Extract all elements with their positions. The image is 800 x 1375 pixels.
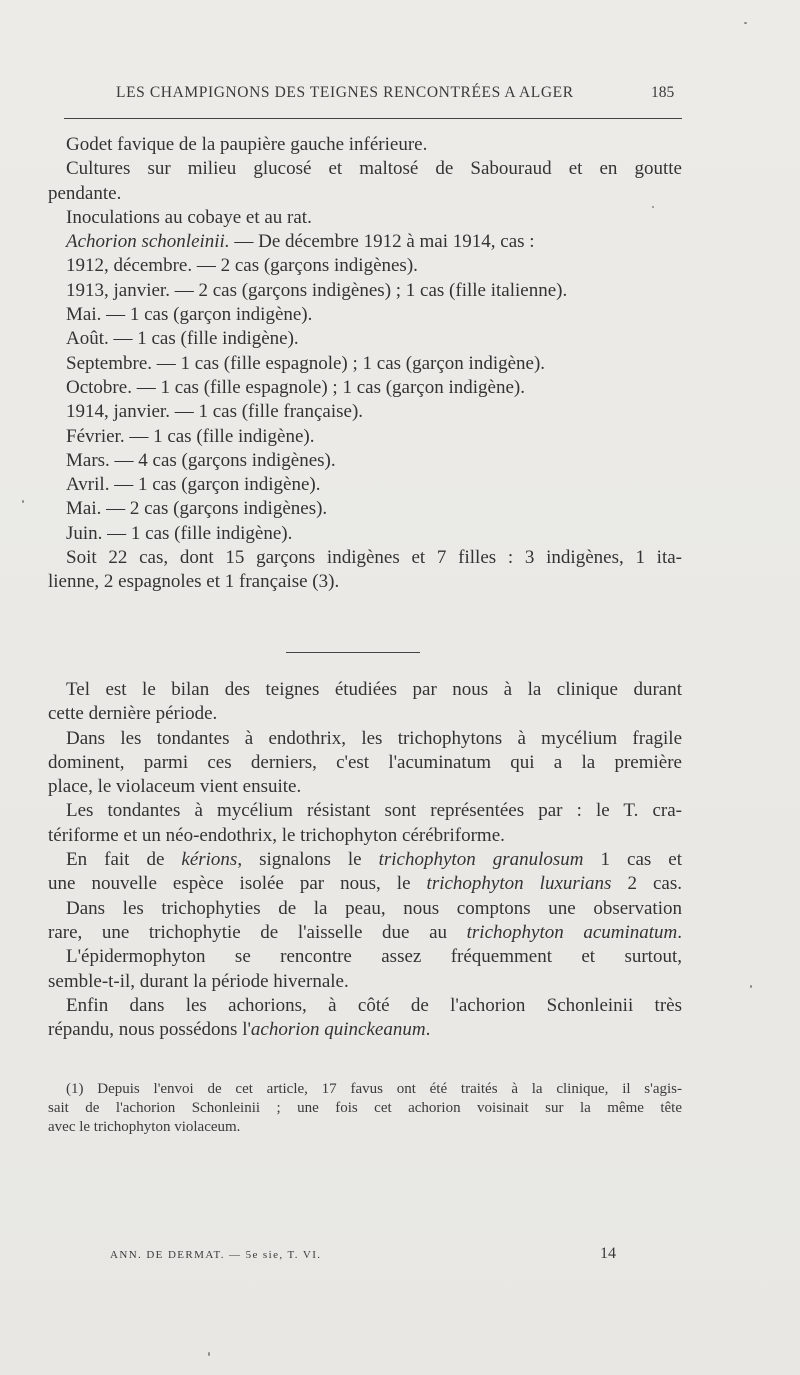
- species-name: achorion quinckeanum: [250, 1019, 426, 1041]
- text-line: [48, 376, 682, 400]
- text-line: [48, 473, 682, 497]
- text-line: [48, 400, 682, 424]
- summary-section: [48, 678, 682, 1042]
- footnote-line: (1) Depuis l'envoi de cet article, 17 favus ont été traités à la clinique, il s'agis-: [66, 1081, 682, 1097]
- text-run: lienne, 2 espagnoles et 1 française (3).: [48, 571, 340, 593]
- header-rule: [64, 118, 682, 119]
- text-run: Septembre. — 1 cas (fille espagnole) ; 1 cas (garçon indigène).: [66, 352, 546, 374]
- text-line: [48, 133, 682, 157]
- text-line: [48, 352, 682, 376]
- text-line: [48, 897, 682, 921]
- text-line: [48, 279, 682, 303]
- text-line: [48, 425, 682, 449]
- text-run: tériforme et un néo-endothrix, le trichophyton cérébriforme.: [48, 824, 505, 846]
- text-run: Avril. — 1 cas (garçon indigène).: [66, 474, 321, 496]
- paper-speck: [744, 22, 747, 24]
- running-header: [0, 84, 800, 110]
- text-line: [48, 546, 682, 570]
- text-run: dominent, parmi ces derniers, c'est l'acuminatum qui a la première: [48, 751, 682, 773]
- text-line: [48, 970, 682, 994]
- species-name: trichophyton luxurians: [426, 873, 612, 895]
- text-line: [48, 921, 682, 945]
- text-run: répandu, nous possédons l': [48, 1019, 251, 1041]
- paper-speck: [750, 985, 752, 988]
- paper-speck: [22, 500, 24, 503]
- text-run: Inoculations au cobaye et au rat.: [66, 206, 312, 228]
- species-name: trichophyton granulosum: [378, 849, 584, 871]
- text-run: Enfin dans les achorions, à côté de l'achorion Schonleinii très: [66, 994, 682, 1016]
- text-line: [48, 206, 682, 230]
- text-line: [48, 522, 682, 546]
- text-run: 1 cas et: [583, 849, 682, 871]
- species-name: Achorion schonleinii.: [66, 231, 230, 253]
- text-line: [48, 182, 682, 206]
- paper-speck: [652, 206, 654, 208]
- text-run: semble-t-il, durant la période hivernale.: [48, 970, 349, 992]
- text-run: Soit 22 cas, dont 15 garçons indigènes et 7 filles : 3 indigènes, 1 ita-: [66, 547, 682, 569]
- text-line: [48, 230, 682, 254]
- paper-speck: [208, 1352, 210, 1356]
- text-line: [48, 1018, 682, 1042]
- text-run: Février. — 1 cas (fille indigène).: [66, 425, 315, 447]
- text-run: Godet favique de la paupière gauche inférieure.: [66, 134, 428, 155]
- text-line: [48, 727, 682, 751]
- text-line: [48, 994, 682, 1018]
- text-line: [48, 497, 682, 521]
- text-run: Août. — 1 cas (fille indigène).: [66, 328, 299, 350]
- sheet-number: 14: [600, 1245, 616, 1262]
- text-line: [48, 254, 682, 278]
- page-number: 185: [651, 84, 675, 101]
- text-run: 2 cas.: [611, 873, 682, 895]
- text-run: Dans les tondantes à endothrix, les trichophytons à mycélium fragile: [66, 727, 682, 749]
- text-line: [48, 570, 682, 594]
- text-run: 1912, décembre. — 2 cas (garçons indigènes).: [66, 255, 418, 277]
- text-line: [48, 775, 682, 799]
- text-run: place, le violaceum vient ensuite.: [48, 776, 302, 798]
- text-run: 1914, janvier. — 1 cas (fille française).: [66, 401, 364, 423]
- text-line: [48, 872, 682, 896]
- text-run: .: [677, 921, 683, 943]
- species-name: trichophyton acuminatum: [466, 921, 678, 943]
- section-divider: [286, 652, 420, 653]
- text-run: Juin. — 1 cas (fille indigène).: [66, 522, 293, 544]
- text-run: .: [425, 1019, 431, 1041]
- text-run: Dans les trichophyties de la peau, nous comptons une observation: [66, 897, 682, 919]
- text-run: Tel est le bilan des teignes étudiées par nous à la clinique durant: [66, 679, 682, 700]
- text-line: [48, 449, 682, 473]
- text-line: [48, 327, 682, 351]
- case-list-section: [48, 133, 682, 595]
- text-run: L'épidermophyton se rencontre assez fréquemment et surtout,: [66, 946, 682, 968]
- text-line: [48, 945, 682, 969]
- text-run: une nouvelle espèce isolée par nous, le: [48, 873, 427, 895]
- footnote-line: sait de l'achorion Schonleinii ; une fois cet achorion voisinait sur la même tête: [48, 1100, 682, 1116]
- text-run: Mars. — 4 cas (garçons indigènes).: [66, 449, 336, 471]
- text-run: En fait de: [66, 849, 182, 871]
- text-line: [48, 848, 682, 872]
- footnote: [48, 1080, 682, 1137]
- text-run: rare, une trichophytie de l'aisselle due au: [48, 921, 467, 943]
- footnote-line: avec le trichophyton violaceum.: [48, 1119, 241, 1135]
- text-line: [48, 751, 682, 775]
- text-run: Cultures sur milieu glucosé et maltosé de Sabouraud et en goutte: [66, 158, 682, 180]
- text-run: pendante.: [48, 182, 122, 204]
- text-line: [48, 303, 682, 327]
- text-run: — De décembre 1912 à mai 1914, cas :: [229, 231, 535, 253]
- text-run: Mai. — 1 cas (garçon indigène).: [66, 304, 313, 326]
- text-run: Octobre. — 1 cas (fille espagnole) ; 1 cas (garçon indigène).: [66, 376, 525, 398]
- text-line: [48, 824, 682, 848]
- text-run: cette dernière période.: [48, 703, 218, 725]
- text-run: Les tondantes à mycélium résistant sont représentées par : le T. cra-: [66, 800, 682, 822]
- text-run: Mai. — 2 cas (garçons indigènes).: [66, 498, 328, 520]
- text-run: 1913, janvier. — 2 cas (garçons indigènes) ; 1 cas (fille italienne).: [66, 279, 568, 301]
- page-footer: [0, 1245, 800, 1267]
- text-line: [48, 157, 682, 181]
- species-name: kérions: [181, 849, 238, 871]
- text-line: [48, 678, 682, 702]
- running-header-title: LES CHAMPIGNONS DES TEIGNES RENCONTRÉES A ALGER: [116, 84, 574, 101]
- footer-signature: ANN. DE DERMAT. — 5e sie, T. VI.: [110, 1249, 322, 1261]
- text-run: , signalons le: [237, 849, 379, 871]
- text-line: [48, 799, 682, 823]
- text-line: [48, 702, 682, 726]
